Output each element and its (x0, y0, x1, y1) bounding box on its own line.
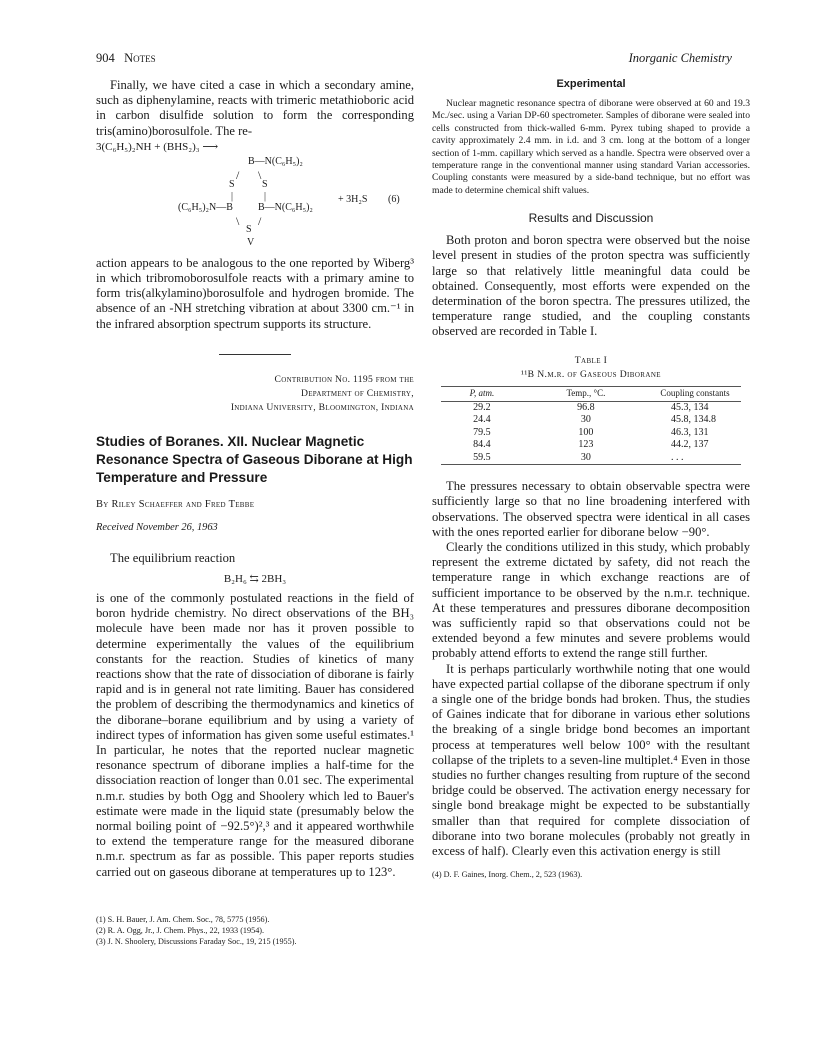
table-header-pressure: P, atm. (441, 386, 523, 401)
structure-bottom-left: (C₆H₅)₂N—B (178, 201, 233, 213)
page-number: 904 (96, 51, 115, 65)
table-cell: 30 (580, 451, 591, 463)
experimental-text: Nuclear magnetic resonance spectra of diborane were observed at 60 and 19.3 Mc./sec. using a Varian DP-60 spectrometer. Samples of diborane were sealed into cells constructed from thick-walled 6-mm. Pyrex tubing shaped to provide a cavity approximately 2.4 mm. in i.d. and 3 cm. long at the bottom of a longer section of 1-mm. capillary which served as a handle. Spectra were observed over a temperature range in the conventional manner using standard Varian accessories. Coupling constants were measured by a side-band technique, but no effort was made to determine chemical shift values. (432, 98, 750, 196)
article-authors: By Riley Schaeffer and Fred Tebbe (96, 498, 255, 510)
table-cell: 84.4 (473, 439, 491, 451)
bond-left-vert: | (231, 190, 234, 202)
table-row (441, 427, 741, 440)
table-cell: 24.4 (473, 414, 491, 426)
received-date: Received November 26, 1963 (96, 521, 218, 533)
bond-right-vert: | (264, 190, 267, 202)
footnote-2: (2) R. A. Ogg, Jr., J. Chem. Phys., 22, 1933 (1954). (96, 925, 265, 935)
contribution-line-3: Indiana University, Bloomington, Indiana (230, 401, 414, 413)
bond-left-diag: / (236, 167, 240, 182)
worthwhile-paragraph: It is perhaps particularly worthwhile noting that one would have expected partial collapse of the diborane spectrum if only a single one of the bridge bonds had broken. Thus, the studies of Gaines indicate that for diborane in various ether solutions the breaking of a single bridge bond becomes an important process at temperatures well below 100° with the resultant collapse of the triplets to a seven-line multiplet.⁴ Even in those studies no further changes resulting from rupture of the second bridge could be observed. The activation energy necessary for single bond breakage might be expected to be substantially smaller than that required for complete dissociation of diborane into two borane molecules (probably not greatly in excess of half). Clearly even this activation energy is still (432, 661, 750, 859)
table-cell: 59.5 (473, 451, 491, 463)
reaction-equation: 3(C₆H₅)₂NH + (BHS₂)₃ ⟶ (96, 140, 219, 153)
section-name: Notes (124, 51, 156, 65)
data-table (441, 386, 741, 466)
bond-bottom-right: / (258, 213, 262, 228)
journal-name: Inorganic Chemistry (628, 51, 732, 65)
structure-s-left: S (229, 178, 235, 190)
table-row (441, 452, 741, 465)
experimental-heading: Experimental (556, 78, 626, 90)
structure-s-bottom: S (246, 223, 252, 235)
equilibrium-intro: The equilibrium reaction (110, 550, 236, 565)
equilibrium-equation: B₂H₆ ⇆ 2BH₃ (223, 573, 287, 586)
continuation-paragraph: action appears to be analogous to the one reported by Wiberg³ in which tribromoborosulfole reacts with a primary amine to form tris(alkylamino)borosulfole and hydrogen bromide. The absence of an -NH stretching vibration at about 3300 cm.⁻¹ in the infrared absorption spectrum supports its structure. (96, 255, 414, 331)
right-column (432, 78, 750, 880)
contribution-line-2: Department of Chemistry, (300, 387, 414, 399)
table-header-row (441, 386, 741, 401)
table-cell: 46.3, 131 (671, 426, 709, 438)
table-cell: 30 (580, 414, 591, 426)
footnote-4: (4) D. F. Gaines, Inorg. Chem., 2, 523 (1963). (432, 870, 583, 880)
table-row (441, 401, 741, 414)
structure-s-right: S (262, 178, 268, 190)
pressures-paragraph: The pressures necessary to obtain observable spectra were sufficiently large so that no line broadening interfered with observations. The observed spectra were identical in all cases with the ones reported earlier for diborane below −90°. (432, 479, 750, 539)
table-cell: 29.2 (473, 401, 491, 413)
structure-product: + 3H₂S (338, 193, 368, 205)
bond-right-diag: \ (258, 167, 262, 182)
equation-number: (6) (388, 193, 400, 205)
table-cell: 45.8, 134.8 (671, 414, 716, 426)
bond-bottom-left: \ (236, 213, 240, 228)
table-cell: 96.8 (577, 401, 595, 413)
footnote-1: (1) S. H. Bauer, J. Am. Chem. Soc., 78, 5775 (1956). (96, 914, 270, 924)
left-column (96, 78, 414, 947)
table-title: ¹¹B N.m.r. of Gaseous Diborane (521, 368, 661, 380)
section-divider (219, 354, 291, 355)
structure-label: V (247, 236, 255, 248)
footnote-3: (3) J. N. Shoolery, Discussions Faraday Soc., 19, 215 (1955). (96, 936, 297, 946)
main-paragraph: is one of the commonly postulated reactions in the field of boron hydride chemistry. No direct observations of the BH₃ molecule have been made nor has it proven possible to determine experimentally the values of the equilibrium constants for the reaction. Studies of kinetics of many reactions show that the rate of dissociation of diborane is fairly rapid and is in general not rate limiting. Bauer has considered the problem of describing the thermodynamics and kinetics of the diborane–borane equilibrium and by using a variety of indirect types of information has given some useful estimates.¹ In particular, he notes that the reported nuclear magnetic resonance spectrum of diborane implies a half-time for the dissociation reaction of longer than 0.01 sec. The experimental n.m.r. studies by both Ogg and Shoolery which led to Bauer's estimate were made in the liquid state (presumably below the normal boiling point of −92.5°)²,³ and it appeared worthwhile to extend the temperature range for the measured diborane n.m.r. spectrum as far as possible. This paper reports studies carried out on gaseous diborane at temperatures up to 123°. (96, 591, 414, 879)
results-paragraph: Both proton and boron spectra were observed but the noise level present in studies of the proton spectra was sufficiently large so that relatively little meaningful data could be obtained. Consequently, most efforts were expended on the determination of the boron spectra. The pressures utilized, the temperature range studied, and the coupling constants observed are recorded in Table I. (432, 233, 750, 339)
results-heading: Results and Discussion (528, 211, 654, 226)
article-title: Studies of Boranes. XII. Nuclear Magnetic Resonance Spectra of Gaseous Diborane at High Temperature and Pressure (96, 433, 413, 485)
table-row (441, 414, 741, 427)
contribution-info (96, 373, 414, 415)
table-header-coupling: Coupling constants (649, 386, 741, 401)
clearly-paragraph: Clearly the conditions utilized in this study, which probably represent the extreme dictated by safety, did not reach the temperature range in which exchange reactions are of sufficient importance to be observed by the n.m.r. technique. At these temperatures and pressures diborane decomposition was sufficiently rapid so that observations could not be extended beyond a few minutes and severe problems would probably attend efforts to extend the range still further. (432, 539, 750, 661)
footnotes-left (96, 914, 414, 947)
table-cell: 100 (578, 426, 594, 438)
contribution-line-1: Contribution No. 1195 from the (274, 373, 414, 385)
table-row (441, 439, 741, 452)
table-cell: 123 (578, 439, 594, 451)
table-cell: 79.5 (473, 426, 491, 438)
structure-bottom-right: B—N(C₆H₅)₂ (258, 201, 313, 213)
table-header-temp: Temp., °C. (523, 386, 649, 401)
table-cell: 44.2, 137 (671, 439, 709, 451)
page-header-left (96, 51, 156, 66)
structure-top: B—N(C₆H₅)₂ (248, 155, 303, 167)
intro-paragraph: Finally, we have cited a case in which a secondary amine, such as diphenylamine, reacts with trimeric metathioboric acid in carbon disulfide solution to form the corresponding tris(amino)borosulfole. The re- (96, 78, 414, 138)
borosulfole-structure (96, 156, 414, 250)
table-cell: . . . (671, 451, 684, 463)
table-label: Table I (574, 354, 608, 366)
table-caption (432, 354, 750, 382)
table-cell: 45.3, 134 (671, 401, 709, 413)
